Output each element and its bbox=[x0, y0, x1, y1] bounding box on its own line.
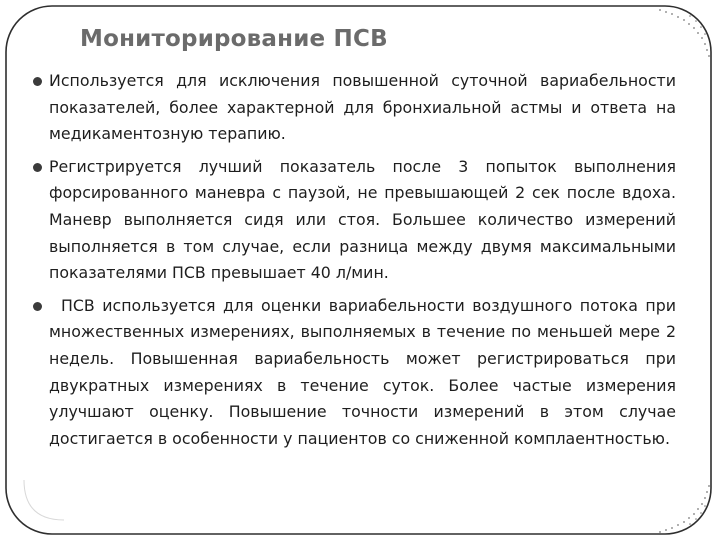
bullet-dot-icon bbox=[33, 163, 42, 172]
bullet-text: Регистрируется лучший показатель после 3 попыток выполнения форсированного маневра с паузой, не превышающей 2 сек после вдоха. Маневр выполняется сидя или стоя. Большее количество измерений выполняется в том случае, если разница между двумя максимальными показателями ПСВ превышает 40 л/мин. bbox=[49, 156, 676, 283]
bullet-dot-icon bbox=[33, 302, 42, 311]
slide-title: Мониторирование ПСВ bbox=[80, 26, 388, 52]
bullet-text: Используется для исключения повышенной суточной вариабельности показателей, более характерной для бронхиальной астмы и ответа на медикаментозную терапию. bbox=[49, 71, 676, 144]
bullet-list bbox=[32, 68, 676, 458]
bullet-item bbox=[32, 68, 676, 148]
bullet-dot-icon bbox=[33, 77, 42, 86]
bullet-item bbox=[32, 154, 676, 287]
bullet-item bbox=[32, 293, 676, 453]
bullet-text: ПСВ используется для оценки вариабельности воздушного потока при множественных измерениях, выполняемых в течение по меньшей мере 2 недель. Повышенная вариабельность может регистрироваться при двукратных измерениях в течение суток. Более частые измерения улучшают оценку. Повышение точности измерений в этом случае достигается в особенности у пациентов со сниженной комплаентностью. bbox=[49, 295, 676, 448]
